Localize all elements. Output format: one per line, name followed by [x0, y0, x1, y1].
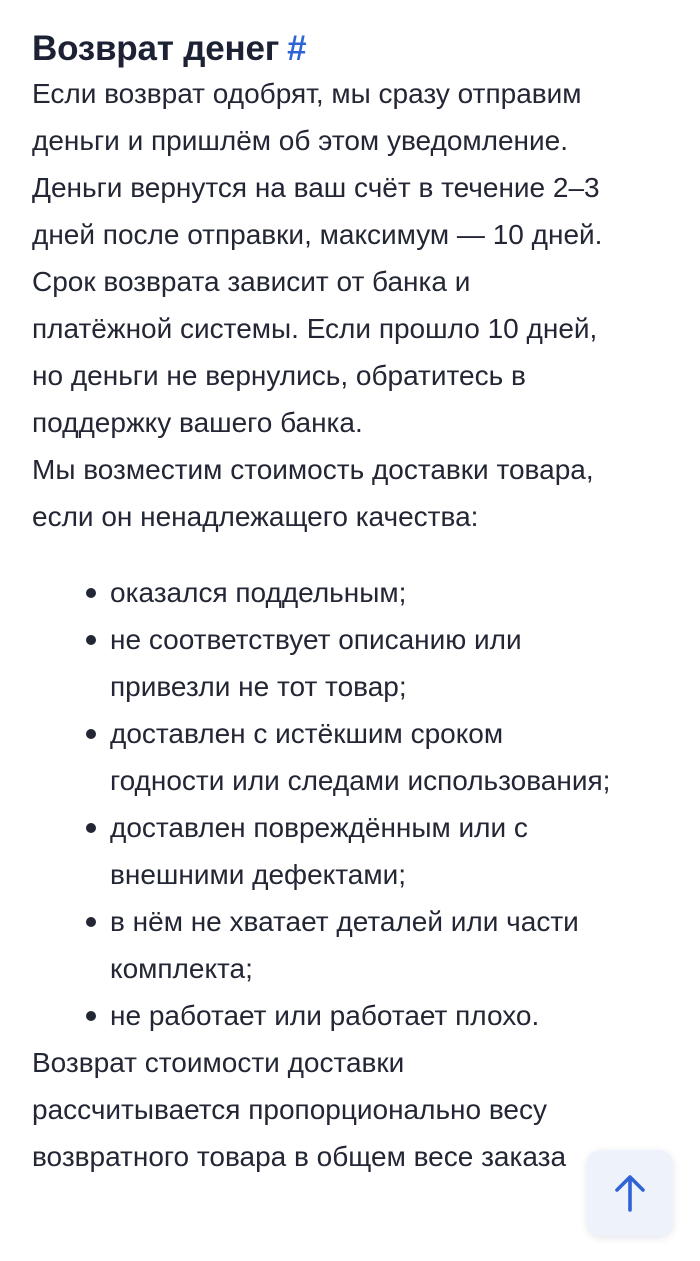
- list-item: [82, 898, 672, 992]
- delivery-cost-note-paragraph: Возврат стоимости доставки рассчитывается пропорционально весу возвратного товара в общем весе заказа: [32, 1047, 567, 1172]
- list-item-text: доставлен повреждённым или с внешними дефектами;: [110, 812, 528, 890]
- bullet-icon: [86, 823, 96, 833]
- bullet-icon: [86, 635, 96, 645]
- bullet-icon: [86, 729, 96, 739]
- list-item: [82, 710, 672, 804]
- bullet-icon: [86, 917, 96, 927]
- list-item-text: доставлен с истёкшим сроком годности или следами использования;: [110, 718, 611, 796]
- list-item-text: в нём не хватает деталей или части комплекта;: [110, 906, 579, 984]
- section-title: Возврат денег: [32, 29, 280, 68]
- quality-defects-list: [32, 569, 672, 1039]
- section-heading: [32, 0, 672, 70]
- list-item: [82, 569, 672, 616]
- delivery-compensation-paragraph: Мы возместим стоимость доставки товара, если он ненадлежащего качества:: [32, 454, 594, 532]
- bullet-icon: [86, 588, 96, 598]
- section-anchor-link[interactable]: #: [287, 29, 307, 68]
- scroll-to-top-button[interactable]: [587, 1150, 673, 1236]
- bullet-icon: [86, 1011, 96, 1021]
- arrow-up-icon: [612, 1173, 648, 1213]
- list-item: [82, 804, 672, 898]
- article-content: [32, 0, 672, 1180]
- list-item: [82, 616, 672, 710]
- list-item: [82, 992, 672, 1039]
- list-item-text: оказался поддельным;: [110, 577, 407, 608]
- refund-terms-paragraph: Если возврат одобрят, мы сразу отправим деньги и пришлём об этом уведомление. Деньги вернутся на ваш счёт в течение 2–3 дней после отправки, максимум — 10 дней. Срок возврата зависит от банка и платёжной системы. Если прошло 10 дней, но деньги не вернулись, обратитесь в поддержку вашего банка.: [32, 78, 603, 438]
- list-item-text: не соответствует описанию или привезли не тот товар;: [110, 624, 522, 702]
- delivery-cost-note-container: [32, 1039, 592, 1180]
- list-item-text: не работает или работает плохо.: [110, 1000, 540, 1031]
